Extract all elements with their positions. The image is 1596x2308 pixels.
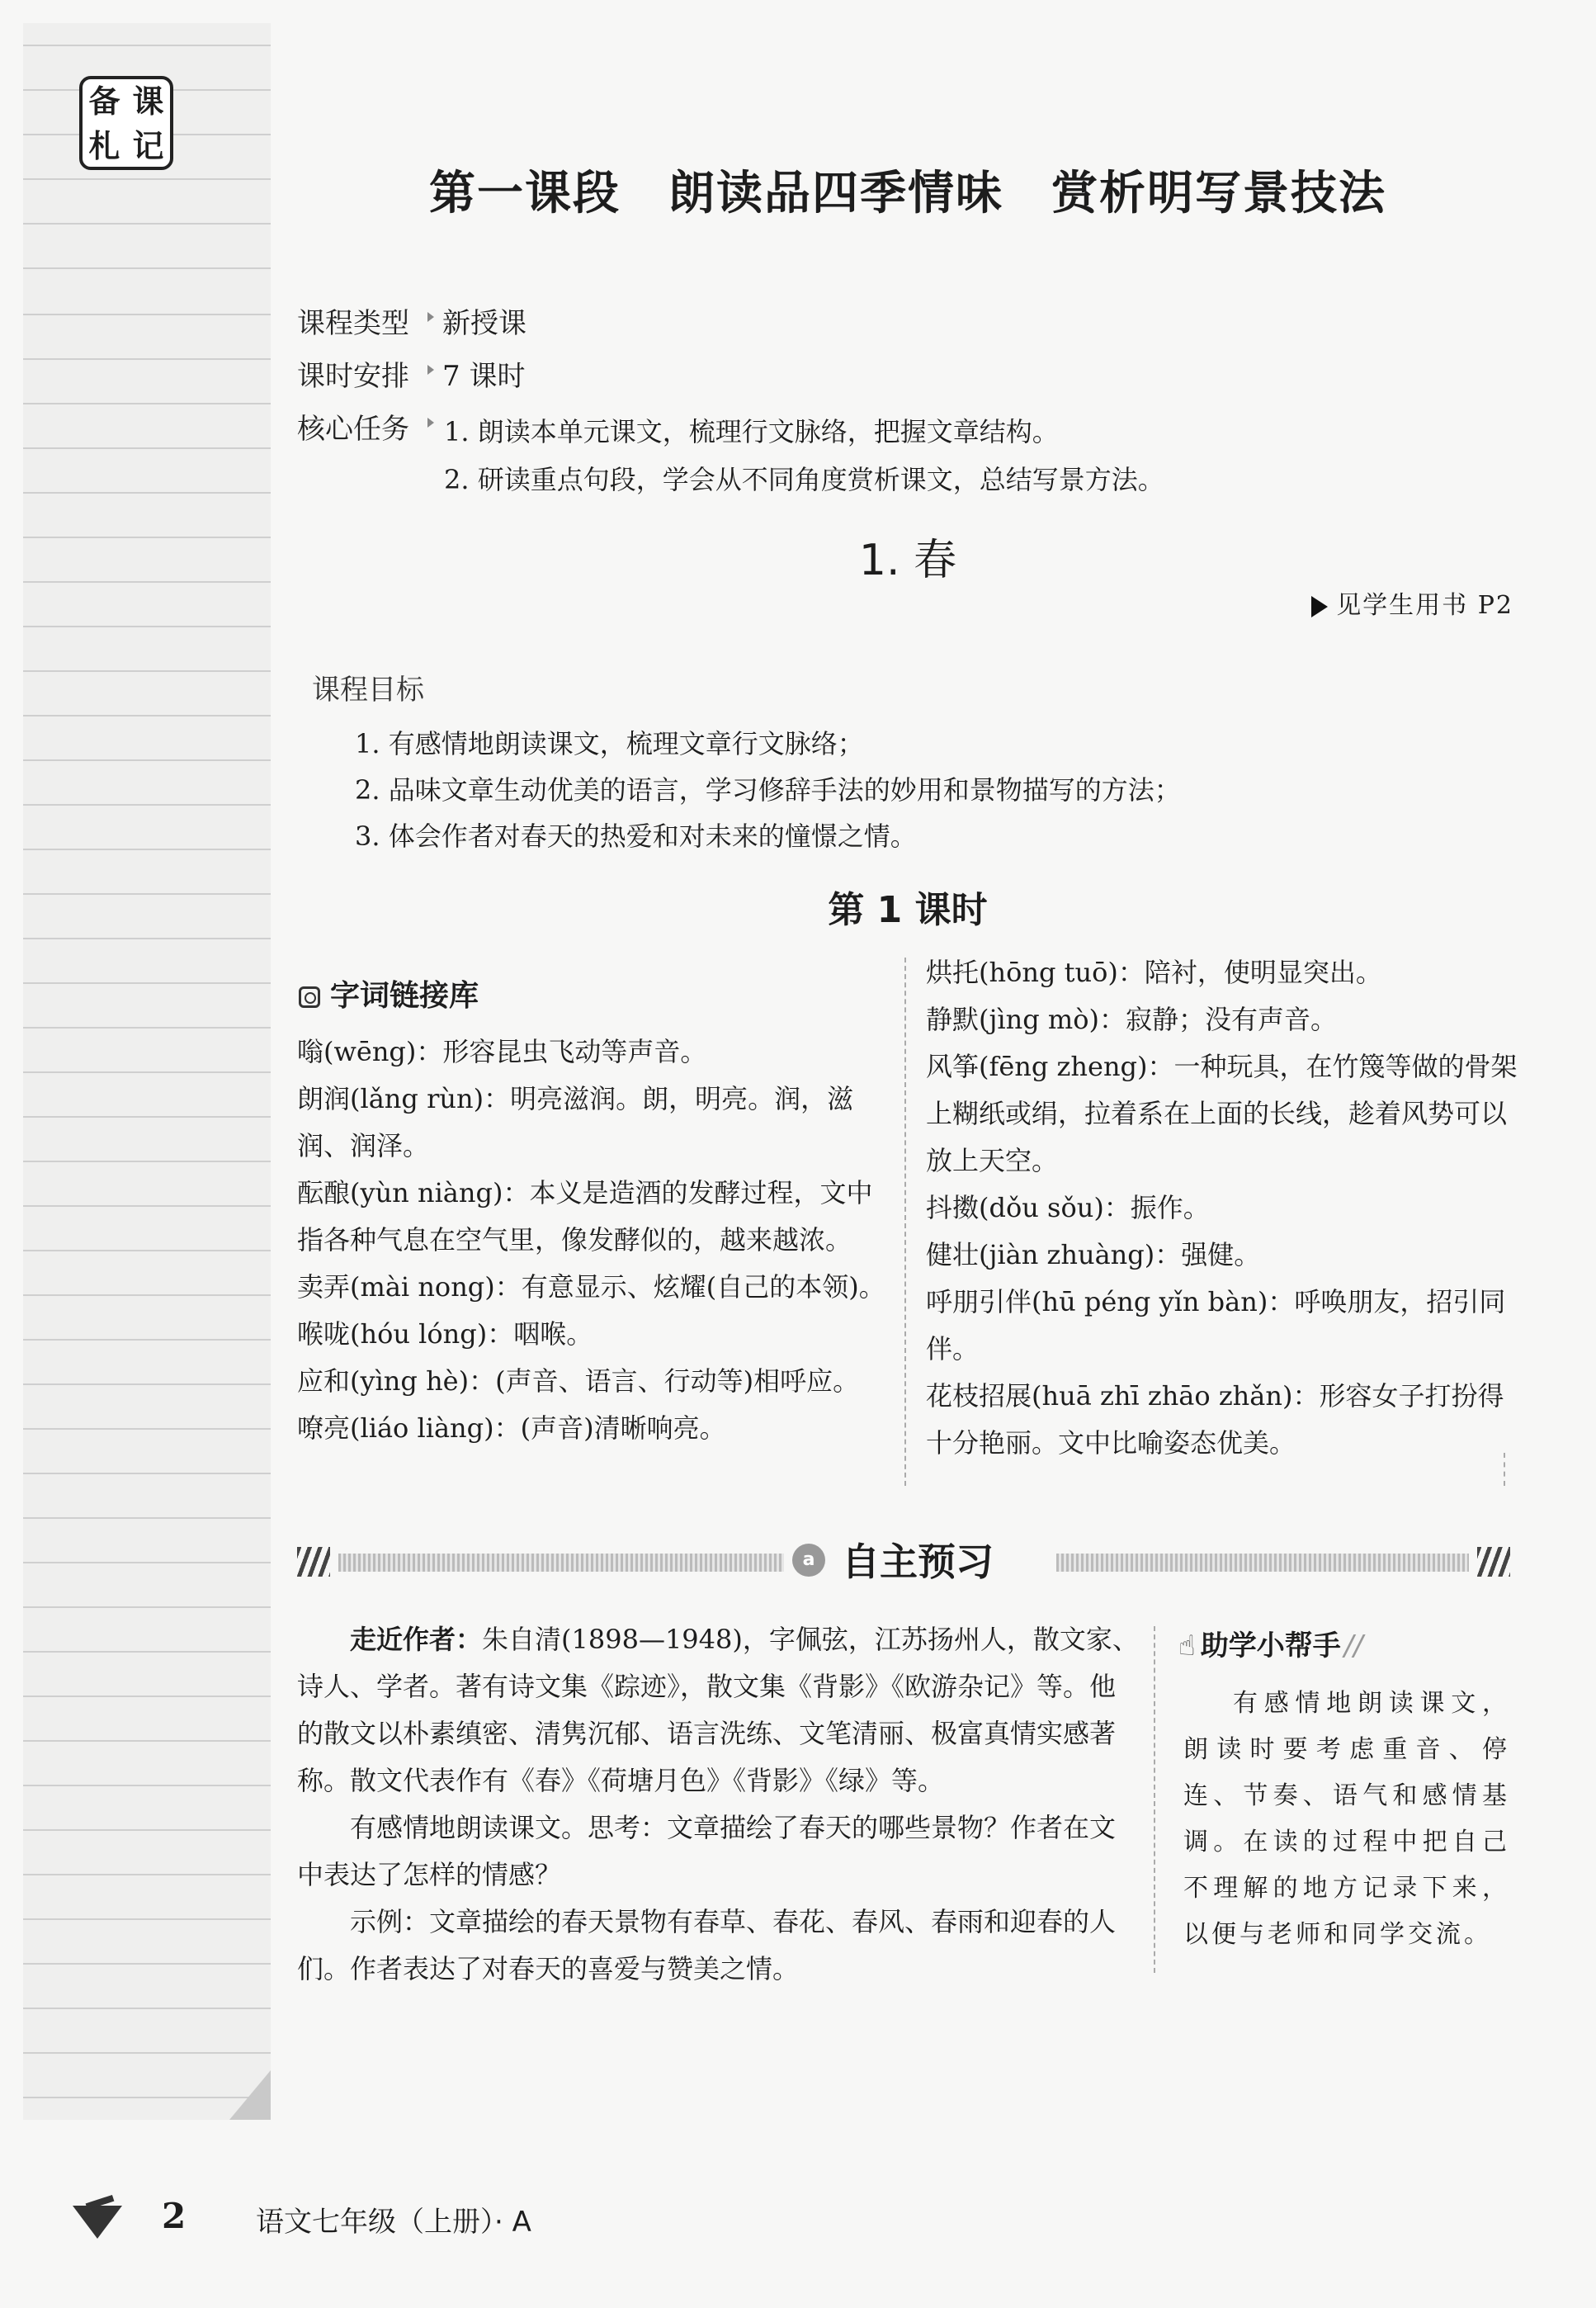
- schedule-label: 课时安排: [297, 353, 434, 394]
- course-type-value: 新授课: [442, 307, 526, 340]
- self-study-content: [297, 1616, 1139, 1993]
- core-task-item: 1. 朗读本单元课文，梳理行文脉络，把握文章结构。: [444, 416, 1059, 447]
- course-type-label: 课程类型: [297, 300, 434, 341]
- vocab-heading-text: 字词链接库: [330, 979, 479, 1013]
- banner-stripes: [297, 1547, 330, 1577]
- vocab-entry: 卖弄(mài nong)：有意显示、炫耀(自己的本领)。: [297, 1271, 885, 1303]
- page-title: 第一课段 朗读品四季情味 赏析明写景技法: [429, 167, 1386, 220]
- self-study-banner: [297, 1535, 1510, 1588]
- goal-item: 1. 有感情地朗读课文，梳理文章行文脉络；: [355, 728, 864, 759]
- notes-page-curl: [229, 2070, 271, 2120]
- notes-column: [23, 23, 271, 2120]
- vocab-entry: 朗润(lǎng rùn)：明亮滋润。朗，明亮。润，滋润、润泽。: [297, 1083, 854, 1161]
- helper-heading-text: 助学小帮手: [1200, 1629, 1341, 1662]
- period-title: 第 1 课时: [828, 889, 988, 931]
- notes-stamp-logo: [79, 76, 173, 170]
- goals-heading: 课程目标: [312, 674, 424, 707]
- banner-band: [338, 1554, 784, 1572]
- vocab-entry: 抖擞(dǒu sǒu)：振作。: [926, 1192, 1210, 1223]
- core-task-label: 核心任务: [297, 406, 434, 447]
- lesson-title: 1. 春: [858, 536, 957, 585]
- banner-band: [1056, 1554, 1469, 1572]
- vocab-entry: 静默(jìng mò)：寂静；没有声音。: [926, 1004, 1338, 1035]
- author-text: 朱自清(1898—1948)，字佩弦，江苏扬州人，散文家、诗人、学者。著有诗文集《踪迹》，散文集《背影》《欧游杂记》等。他的散文以朴素缜密、清隽沉郁、语言洗练、文笔清丽、极富真情实感著称。散文代表作有《春》《荷塘月色》《背影》《绿》等。: [297, 1624, 1139, 1796]
- schedule-value: 7 课时: [442, 360, 526, 393]
- column-divider: [1504, 1453, 1505, 1486]
- vocab-left-column: [297, 1029, 891, 1452]
- book-name: 语文七年级（上册）· A: [256, 2206, 531, 2239]
- stamp-char: 札: [88, 128, 120, 164]
- vocab-entry: 酝酿(yùn niàng)：本义是造酒的发酵过程，文中指各种气息在空气里，像发酵似的，越来越浓。: [297, 1177, 873, 1256]
- vocab-entry: 风筝(fēng zheng)：一种玩具，在竹篾等做的骨架上糊纸或绢，拉着系在上面的长线，趁着风势可以放上天空。: [926, 1051, 1518, 1176]
- section-icon: a: [792, 1544, 825, 1577]
- stamp-char: 课: [132, 83, 164, 120]
- answer-paragraph: 示例：文章描绘的春天景物有春草、春花、春风、春雨和迎春的人们。作者表达了对春天的喜爱与赞美之情。: [297, 1906, 1117, 1984]
- vocab-entry: 健壮(jiàn zhuàng)：强健。: [926, 1239, 1261, 1270]
- vocab-right-column: [926, 949, 1520, 1467]
- stamp-char: 备: [88, 83, 120, 120]
- core-task-item: 2. 研读重点句段，学会从不同角度赏析课文，总结写景方法。: [444, 464, 1164, 495]
- goal-item: 3. 体会作者对春天的热爱和对未来的憧憬之情。: [355, 821, 917, 852]
- author-label: 走近作者：: [350, 1624, 483, 1655]
- author-paragraph: [297, 1616, 1139, 1804]
- goal-item: 2. 品味文章生动优美的语言，学习修辞手法的妙用和景物描写的方法；: [355, 774, 1181, 806]
- vocab-heading: [299, 972, 479, 1014]
- question-paragraph: 有感情地朗读课文。思考：文章描绘了春天的哪些景物？作者在文中表达了怎样的情感？: [297, 1812, 1117, 1890]
- vocab-entry: 嘹亮(liáo liàng)：(声音)清晰响亮。: [297, 1412, 726, 1444]
- decor-slash-icon: //: [1343, 1629, 1363, 1662]
- column-divider: [1154, 1626, 1155, 1973]
- thumbs-up-icon: ☝: [1178, 1629, 1196, 1662]
- vocab-entry: 嗡(wēng)：形容昆虫飞动等声音。: [297, 1036, 707, 1067]
- student-book-reference: 见学生用书 P2: [1311, 584, 1513, 621]
- dictionary-icon: [299, 986, 320, 1008]
- vocab-entry: 烘托(hōng tuō)：陪衬，使明显突出。: [926, 957, 1382, 988]
- vocab-entry: 应和(yìng hè)：(声音、语言、行动等)相呼应。: [297, 1365, 860, 1397]
- column-divider: [904, 958, 906, 1486]
- vocab-entry: 呼朋引伴(hū péng yǐn bàn)：呼唤朋友，招引同伴。: [926, 1286, 1506, 1364]
- page-number: 2: [162, 2196, 187, 2236]
- vocab-entry: 花枝招展(huā zhī zhāo zhǎn)：形容女子打扮得十分艳丽。文中比喻姿态优美。: [926, 1380, 1504, 1459]
- banner-stripes: [1477, 1547, 1510, 1577]
- helper-heading: [1178, 1623, 1363, 1663]
- publisher-logo-icon: [73, 2206, 122, 2239]
- vocab-entry: 喉咙(hóu lóng)：咽喉。: [297, 1318, 593, 1350]
- helper-body: 有感情地朗读课文，朗读时要考虑重音、停连、节奏、语气和感情基调。在读的过程中把自己不理解的地方记录下来，以便与老师和同学交流。: [1183, 1689, 1510, 1949]
- banner-title: 自主预习: [842, 1539, 994, 1584]
- stamp-char: 记: [132, 128, 164, 164]
